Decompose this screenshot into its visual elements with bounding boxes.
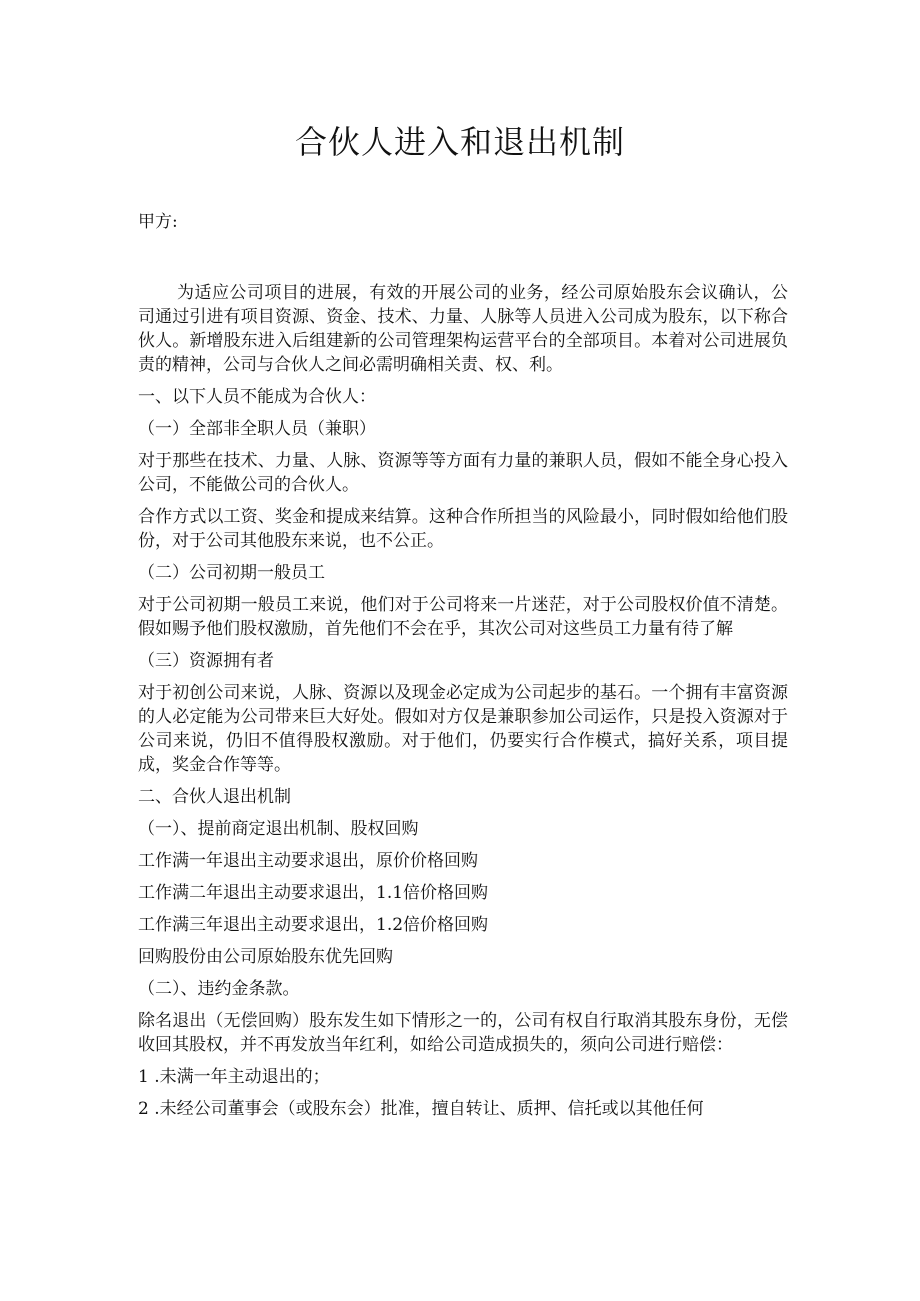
numbered-item: 2 .未经公司董事会（或股东会）批准，擅自转让、质押、信托或以其他任何 <box>138 1099 704 1119</box>
buyback-rule-line: 工作满二年退出主动要求退出，1.1倍价格回购 <box>138 883 489 903</box>
buyback-rule-line: 回购股份由公司原始股东优先回购 <box>138 947 393 967</box>
section-1-sub-1-paragraph-1: 对于那些在技术、力量、人脉、资源等等方面有力量的兼职人员，假如不能全身心投入公司，不能做公司的合伙人。 <box>138 451 788 495</box>
party-a-label: 甲方: <box>138 212 178 232</box>
section-1-sub-1-paragraph-2: 合作方式以工资、奖金和提成来结算。这种合作所担当的风险最小，同时假如给他们股份，对于公司其他股东来说，也不公正。 <box>138 507 788 551</box>
section-1-sub-1-heading: （一）全部非全职人员（兼职） <box>138 419 376 439</box>
section-2-sub-2-heading: （二）、违约金条款。 <box>138 979 300 999</box>
document-title: 合伙人进入和退出机制 <box>294 123 625 161</box>
buyback-rule-line: 工作满三年退出主动要求退出，1.2倍价格回购 <box>138 915 489 935</box>
section-1-sub-2-heading: （二）公司初期一般员工 <box>138 563 325 583</box>
document-body <box>138 210 788 1129</box>
section-1-sub-3-heading: （三）资源拥有者 <box>138 651 274 671</box>
section-1-sub-2-paragraph-1: 对于公司初期一般员工来说，他们对于公司将来一片迷茫，对于公司股权价值不清楚。假如赐予他们股权激励，首先他们不会在乎，其次公司对这些员工力量有待了解 <box>138 595 788 639</box>
section-2-sub-1-heading: （一）、提前商定退出机制、股权回购 <box>138 819 419 839</box>
section-1-sub-3-paragraph-1: 对于初创公司来说，人脉、资源以及现金必定成为公司起步的基石。一个拥有丰富资源的人必定能为公司带来巨大好处。假如对方仅是兼职参加公司运作，只是投入资源对于公司来说，仍旧不值得股权激励。对于他们，仍要实行合作模式，搞好关系，项目提成，奖金合作等等。 <box>138 683 788 775</box>
section-2-heading: 二、合伙人退出机制 <box>138 787 291 807</box>
numbered-item: 1 .未满一年主动退出的； <box>138 1067 330 1087</box>
section-2-sub-2-paragraph-1: 除名退出（无偿回购）股东发生如下情形之一的，公司有权自行取消其股东身份，无偿收回其股权，并不再发放当年红利，如给公司造成损失的，须向公司进行赔偿： <box>138 1011 788 1055</box>
buyback-rule-line: 工作满一年退出主动要求退出，原价价格回购 <box>138 851 478 871</box>
section-1-heading: 一、以下人员不能成为合伙人： <box>138 387 376 407</box>
intro-paragraph: 为适应公司项目的进展，有效的开展公司的业务，经公司原始股东会议确认，公司通过引进有项目资源、资金、技术、力量、人脉等人员进入公司成为股东，以下称合伙人。新增股东进入后组建新的公司管理架构运营平台的全部项目。本着对公司进展负责的精神，公司与合伙人之间必需明确相关责、权、利。 <box>138 283 788 375</box>
